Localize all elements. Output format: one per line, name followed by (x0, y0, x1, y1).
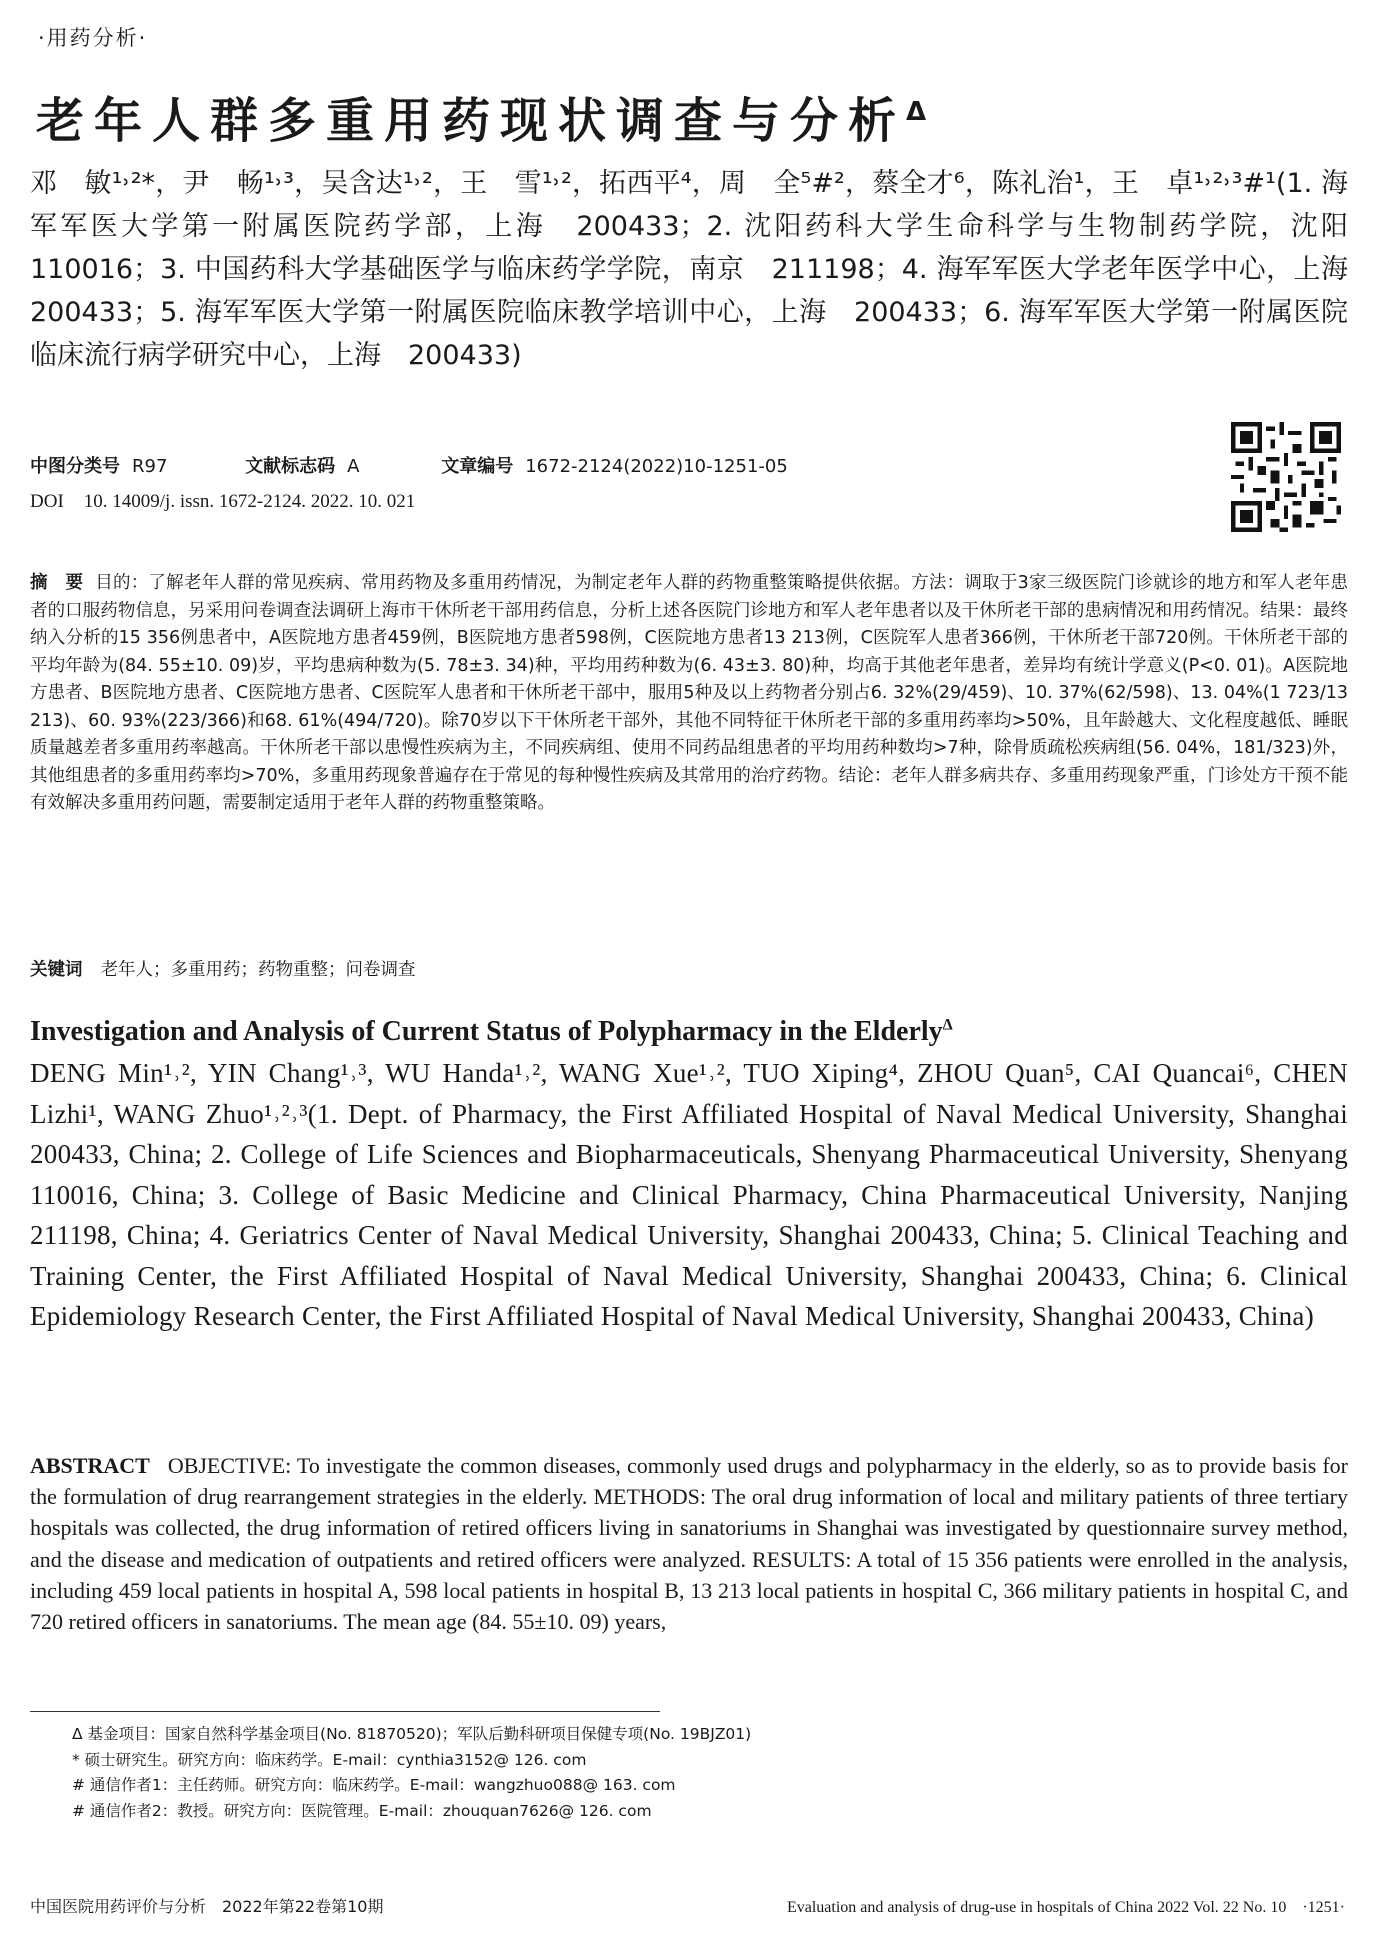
abstract-cn (30, 570, 1348, 818)
title-cn: 老年人群多重用药现状调查与分析 (36, 93, 907, 149)
authors-affiliations-en: DENG Min¹˒², YIN Chang¹˒³, WU Handa¹˒², WANG Xue¹˒², TUO Xiping⁴, ZHOU Quan⁵, CAI Quancai⁶, CHEN Lizhi¹, WANG Zhuo¹˒²˒³(1. Dept. of Pharmacy, the First Affiliated Hospital of Naval Medical University, Shanghai 200433, China; 2. College of Life Sciences and Biopharmaceuticals, Shenyang Pharmaceutical University, Shenyang 110016, China; 3. College of Basic Medicine and Clinical Pharmacy, China Pharmaceutical University, Nanjing 211198, China; 4. Geriatrics Center of Naval Medical University, Shanghai 200433, China; 5. Clinical Teaching and Training Center, the First Affiliated Hospital of Naval Medical University, Shanghai 200433, China; 6. Clinical Epidemiology Research Center, the First Affiliated Hospital of Naval Medical University, Shanghai 200433, China) (30, 1058, 1348, 1331)
title-en (30, 1016, 953, 1048)
section-tag: ·用药分析· (38, 26, 148, 50)
qr-code-icon (1231, 422, 1341, 532)
abstract-en-text: OBJECTIVE: To investigate the common diseases, commonly used drugs and polypharmacy in the elderly, so as to provide basis for the formulation of drug rearrangement strategies in the elderly. METHODS: The oral drug information of local and military patients of three tertiary hospitals was collected, the drug information of retired officers living in sanatoriums in Shanghai was investigated by questionnaire survey method, and the disease and medication of outpatients and retired officers were analyzed. RESULTS: A total of 15 356 patients were enrolled in the analysis, including 459 local patients in hospital A, 598 local patients in hospital B, 13 213 local patients in hospital C, 366 military patients in hospital C, and 720 retired officers in sanatoriums. The mean age (84. 55±10. 09) years, (30, 1453, 1348, 1635)
keywords-cn-text: 老年人；多重用药；药物重整；问卷调查 (100, 960, 416, 980)
footnote-corresponding-1: # 通信作者1：主任药师。研究方向：临床药学。E-mail：wangzhuo088@ 163. com (72, 1776, 676, 1794)
title-en-text: Investigation and Analysis of Current Status of Polypharmacy in the Elderly (30, 1016, 943, 1047)
footnote-first-author: * 硕士研究生。研究方向：临床药学。E-mail：cynthia3152@ 126. com (72, 1750, 587, 1769)
article-no-value: 1672-2124(2022)10-1251-05 (525, 456, 788, 477)
abstract-en-label: ABSTRACT (30, 1453, 150, 1478)
keywords-cn-label: 关键词 (30, 960, 83, 980)
footer-journal-en: Evaluation and analysis of drug-use in hospitals of China 2022 Vol. 22 No. 10 ·1251· (786, 1899, 1345, 1916)
article-no-label: 文章编号 (441, 456, 514, 477)
doi-label: DOI (30, 491, 64, 512)
doi-value: 10. 14009/j. issn. 1672-2124. 2022. 10. 021 (83, 491, 416, 512)
footer-journal-cn: 中国医院用药评价与分析 2022年第22卷第10期 (30, 1897, 384, 1916)
authors-affiliations-cn (30, 162, 1375, 377)
abstract-en (30, 1450, 1348, 1637)
title-funding-mark: Δ (906, 97, 927, 127)
abstract-cn-text: 目的：了解老年人群的常见疾病、常用药物及多重用药情况，为制定老年人群的药物重整策略提供依据。方法：调取于3家三级医院门诊就诊的地方和军人老年患者的口服药物信息，另采用问卷调查法调研上海市干休所老干部用药信息，分析上述各医院门诊地方和军人老年患者以及干休所老干部的患病情况和用药情况。结果：最终纳入分析的15 356例患者中，A医院地方患者459例，B医院地方患者598例，C医院地方患者13 213例，C医院军人患者366例，干休所老干部720例。干休所老干部的平均年龄为(84. 55±10. 09)岁，平均患病种数为(5. 78±3. 34)种，平均用药种数为(6. 43±3. 80)种，均高于其他老年患者，差异均有统计学意义(P<0. 01)。A医院地方患者、B医院地方患者、C医院地方患者、C医院军人患者和干休所老干部中，服用5种及以上药物者分别占6. 32%(29/459)、10. 37%(62/598)、13. 04%(1 723/13 213)、60. 93%(223/366)和68. 61%(494/720)。除70岁以下干休所老干部外，其他不同特征干休所老干部的多重用药率均>50%，且年龄越大、文化程度越低、睡眠质量越差者多重用药率越高。干休所老干部以患慢性疾病为主，不同疾病组、使用不同药品组患者的平均用药种数均>7种，除骨质疏松疾病组(56. 04%，181/323)外，其他组患者的多重用药率均>70%，多重用药现象普遍存在于常见的每种慢性疾病及其常用的治疗药物。结论：老年人群多病共存、多重用药现象严重，门诊处方干预不能有效解决多重用药问题，需要制定适用于老年人群的药物重整策略。 (30, 573, 1348, 813)
page-title (36, 82, 926, 151)
footnote-funding: Δ 基金项目：国家自然科学基金项目(No. 81870520)；军队后勤科研项目保健专项(No. 19BJZ01) (72, 1725, 752, 1743)
footnote-divider (30, 1711, 660, 1712)
classification-row (30, 452, 788, 478)
footnotes (72, 1722, 751, 1824)
authors-cn-text: 邓 敏¹˒²*，尹 畅¹˒³，吴含达¹˒²，王 雪¹˒²，拓西平⁴，周 全⁵#²，蔡全才⁶，陈礼治¹，王 卓¹˒²˒³#¹(1. 海军军医大学第一附属医院药学部，上海 200433；2. 沈阳药科大学生命科学与生物制药学院，沈阳 110016；3. 中国药科大学基础医学与临床药学学院，南京 211198；4. 海军军医大学老年医学中心，上海 200433；5. 海军军医大学第一附属医院临床教学培训中心，上海 200433；6. 海军军医大学第一附属医院临床流行病学研究中心，上海 200433) (30, 168, 1375, 371)
doc-code-value: A (347, 456, 360, 477)
clc-value: R97 (132, 456, 168, 477)
keywords-cn (30, 956, 416, 981)
clc-label: 中图分类号 (30, 456, 120, 477)
footnote-corresponding-2: # 通信作者2：教授。研究方向：医院管理。E-mail：zhouquan7626@ 126. com (72, 1801, 652, 1820)
doi-row (30, 491, 415, 513)
doc-code-label: 文献标志码 (245, 456, 336, 477)
abstract-cn-label: 摘 要 (30, 573, 84, 593)
title-en-funding-mark: Δ (942, 1016, 953, 1034)
